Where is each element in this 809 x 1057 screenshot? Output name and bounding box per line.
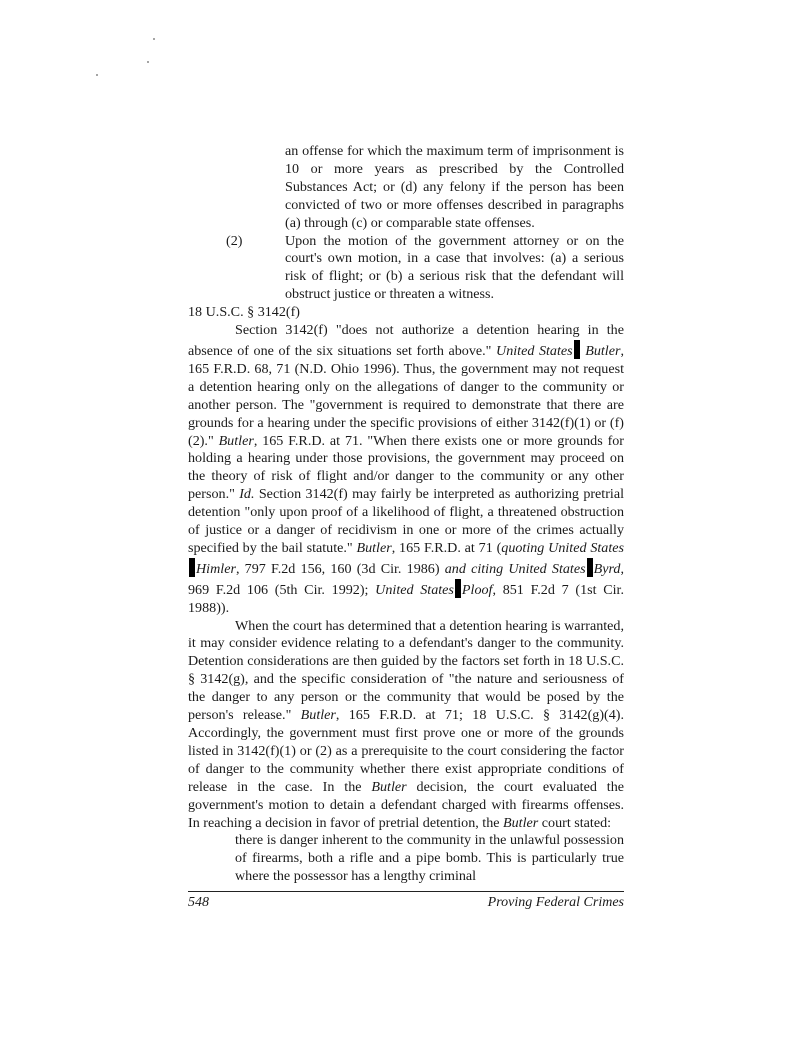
- case-name: Butler: [356, 539, 392, 556]
- paragraph-detention-hearing: When the court has determined that a detention hearing is warranted, it may consider evidence relating to a defendant's danger to the community. Detention considerations are then guided by the factors set forth in 18 U.S.C. § 3142(g), and the specific consideration of "the nature and seriousness of the danger to any person or the community that would be posed by the person's release." Butler, 165 F.R.D. at 71; 18 U.S.C. § 3142(g)(4). Accordingly, the government must first prove one or more of the grounds listed in 3142(f)(1) or (2) as a prerequisite to the court considering the factor of danger to the community whether there exist appropriate conditions of release in the case. In the Butler decision, the court evaluated the government's motion to detain a defendant charged with firearms offenses. In reaching a decision in favor of pretrial detention, the Butler court stated:: [188, 617, 624, 831]
- case-name: Butler: [585, 342, 621, 359]
- case-name: United States: [496, 342, 573, 359]
- signal-phrase: and citing United States: [444, 560, 586, 577]
- case-name: Byrd: [593, 560, 621, 577]
- case-name: Butler: [300, 707, 336, 724]
- list-number: (2): [226, 232, 243, 249]
- case-name: Butler: [371, 778, 407, 795]
- scan-speck: [96, 74, 98, 76]
- paragraph-section-3142f: Section 3142(f) "does not authorize a detention hearing in the absence of one of the six situations set forth above." United States Butler, 165 F.R.D. 68, 71 (N.D. Ohio 1996). Thus, the government may not request a detention hearing only on the allegations of danger to the community or another person. The "government is required to demonstrate that there are grounds for a hearing under the specific provisions of either 3142(f)(1) or (f)(2)." Butler, 165 F.R.D. at 71. "When there exists one or more grounds for holding a hearing under those provisions, the government may proceed on the theory of risk of flight and/or danger to the community or any other person." Id. Section 3142(f) may fairly be interpreted as authorizing pretrial detention "only upon proof of a likelihood of flight, a threatened obstruction of justice or a danger of recidivism in one or more of the crimes actually specified by the bail statute." Butler, 165 F.R.D. at 71 (quoting United StatesHimler, 797 F.2d 156, 160 (3d Cir. 1986) and citing United States Byrd, 969 F.2d 106 (5th Cir. 1992); United States Ploof, 851 F.2d 7 (1st Cir. 1988)).: [188, 322, 625, 616]
- id-citation: Id.: [239, 486, 255, 503]
- case-name: Butler: [503, 814, 539, 831]
- redaction-mark: [587, 558, 593, 577]
- signal-phrase: quoting United States: [501, 539, 624, 556]
- case-name: Butler: [218, 432, 254, 449]
- page-number: 548: [188, 895, 209, 910]
- block-quote: there is danger inherent to the community in the unlawful possession of firearms, both a rifle and a pipe bomb. This is particularly true where the possessor has a lengthy criminal: [235, 832, 624, 885]
- case-name: Himler: [196, 560, 236, 577]
- statute-citation: 18 U.S.C. § 3142(f): [188, 304, 300, 321]
- scan-speck: [147, 61, 149, 63]
- footer-divider: [188, 891, 624, 892]
- redaction-mark: [574, 340, 580, 359]
- list-item-text: Upon the motion of the government attorney or on the court's own motion, in a case that involves: (a) a serious risk of flight; or (b) a serious risk that the defendant will obstruct justice or threaten a witness.: [285, 232, 624, 303]
- running-footer-title: Proving Federal Crimes: [487, 895, 624, 910]
- case-name: Ploof: [461, 581, 493, 598]
- document-page: [188, 143, 624, 886]
- list-item-2: [188, 233, 624, 305]
- case-name: United States: [375, 581, 454, 598]
- redaction-mark: [189, 558, 195, 577]
- continued-list-text: an offense for which the maximum term of imprisonment is 10 or more years as prescribed by the Controlled Substances Act; or (d) any felony if the person has been convicted of two or more offenses described in paragraphs (a) through (c) or comparable state offenses.: [285, 143, 624, 231]
- redaction-mark: [455, 579, 461, 598]
- scan-speck: [153, 38, 155, 40]
